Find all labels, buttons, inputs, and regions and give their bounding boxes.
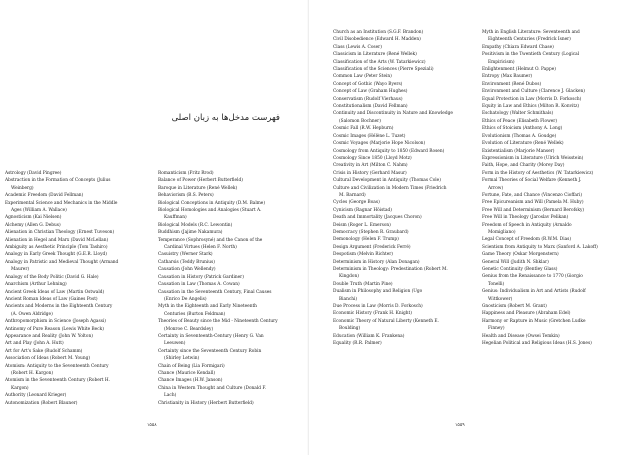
- entry-line: Theories of Beauty since the Mid - Nineteenth Century: [158, 319, 278, 325]
- entry-line: Economic Theory of Natural Liberty (Kenneth E.: [333, 318, 439, 324]
- entry-continuation: (Robert H. Kargon): [11, 370, 54, 376]
- entry-line: Church as an Institution (S.G.F. Brandon): [333, 30, 424, 35]
- entry-line: Conservatism (Rudolf Vierhaus): [333, 96, 403, 102]
- index-entry: [482, 310, 618, 317]
- index-entry: [333, 259, 473, 266]
- entry-line: Causation in the Seventeenth Century, Final Causes: [158, 289, 272, 295]
- entry-line: Biological Conceptions in Antiquity (D.M. Balme): [158, 200, 266, 206]
- index-entry: [482, 340, 618, 347]
- index-entry: [5, 229, 148, 236]
- entry-line: Catharsis (Teddy Brunius): [158, 259, 215, 265]
- index-entry: [5, 237, 148, 244]
- entry-line: Behaviorism (B.S. Peters): [158, 193, 214, 199]
- entry-line: Casuistry (Werner Stark): [158, 252, 213, 258]
- entry-line: Free Will in Theology (Jaroslav Pelikan): [482, 215, 569, 221]
- entry-line: Alienation in Christian Theology (Ernest Tuveson): [5, 230, 115, 236]
- index-entry: [158, 192, 301, 199]
- entry-line: Experimental Science and Mechanics in the Middle: [5, 200, 118, 206]
- entry-line: Environment (René Dubos): [482, 81, 542, 87]
- index-entry: [482, 133, 618, 140]
- entry-line: Evolutionism (Thomas A. Goudge): [482, 133, 557, 139]
- entry-line: Cosmic Images (Hélène L. Tuzet): [333, 133, 406, 139]
- entry-line: Existentialism (Marjorie Manser): [482, 148, 555, 154]
- entry-line: Cynicism (Ragnar Höistad): [333, 207, 392, 213]
- entry-line: Romanticism (Fritz Rrod): [158, 171, 214, 176]
- entry-continuation: Finney): [488, 326, 505, 332]
- entry-line: Myth in English Literature: Seventeenth and: [482, 30, 580, 35]
- entry-line: China in Western Thought and Culture (Donald F.: [158, 385, 267, 391]
- entry-line: Dualism in Philosophy and Religion (Ugo: [333, 289, 423, 295]
- index-entry: [482, 66, 618, 73]
- index-entry: [333, 155, 473, 162]
- entry-line: Cosmology from Antiquity to 1850 (Edward Rosen): [333, 148, 445, 154]
- index-entry: [482, 266, 618, 273]
- entry-continuation: Cardinal Virtues (Helen F. North): [164, 245, 237, 251]
- entry-line: Anarchism (Arthur Lehning): [5, 282, 67, 288]
- index-entry: [482, 199, 618, 206]
- entry-line: Genetic Continuity (Bentley Glass): [482, 267, 558, 272]
- entry-line: Genius from the Renaissance to 1770 (Giorgio: [482, 274, 583, 280]
- entry-line: Common Law (Peter Stein): [333, 74, 392, 80]
- index-entry: [333, 229, 473, 236]
- index-entry: [333, 310, 473, 317]
- entry-line: Determinism in History (Alan Donagan): [333, 259, 420, 265]
- index-entry: [5, 192, 148, 199]
- entry-line: Concept of Law (Graham Hughes): [333, 89, 408, 95]
- entry-continuation: Boulding): [339, 326, 361, 332]
- index-entry: [5, 259, 148, 274]
- entry-line: Creativity in Art (Milton C. Nahm): [333, 163, 408, 169]
- index-entry: [333, 44, 473, 51]
- entry-line: Equity in Law and Ethics (Milton R. Konvitz): [482, 104, 580, 110]
- index-entry: [5, 392, 148, 399]
- index-entry: [333, 222, 473, 229]
- index-entry: [333, 214, 473, 221]
- persian-heading: فهرست مدخل‌ها به زبان اصلی: [171, 113, 280, 123]
- index-entry: [158, 222, 301, 229]
- entry-line: Scientism from Antiquity to Marx (Sanford A. Lakoff): [482, 244, 598, 250]
- index-entry: [333, 340, 473, 347]
- index-entry: [482, 103, 618, 110]
- entry-continuation: Momigliano): [488, 229, 516, 235]
- index-entry: [158, 259, 301, 266]
- index-entry: [333, 125, 473, 132]
- entry-line: Ethics of Stoicism (Anthony A. Long): [482, 126, 563, 132]
- entry-line: Empathy (Chiara Edward Chase): [482, 44, 554, 50]
- index-entry: [333, 281, 473, 288]
- index-entry: [5, 222, 148, 229]
- index-entry: [482, 318, 618, 333]
- entry-line: Alchemy (Allen G. Debus): [5, 222, 61, 228]
- index-entry: [333, 140, 473, 147]
- index-entry: [158, 177, 301, 184]
- index-entry: [333, 36, 473, 43]
- entry-line: Cultural Development in Antiquity (Thomas Cole): [333, 178, 441, 184]
- entry-line: Causation in History (Patrick Gardiner): [158, 274, 244, 280]
- index-entry: [158, 229, 301, 236]
- entry-continuation: (Salomon Bochner): [339, 118, 381, 124]
- entry-continuation: Kauffman): [164, 215, 187, 221]
- entry-line: Positivism in the Twentieth Century (Logical: [482, 52, 580, 58]
- entry-continuation: Arrow): [488, 185, 504, 191]
- entry-line: Game Theory (Oskar Morgenstern): [482, 252, 559, 258]
- entry-line: Myth in the Eighteenth and Early Nineteenth: [158, 304, 257, 310]
- entry-line: Due Process in Law (Morris D. Forkosch): [333, 304, 423, 310]
- entry-line: Art for Art's Sake (Rudolf Schamm): [5, 348, 83, 354]
- entry-line: Temperance (Sophrosyné) and the Canon of the: [158, 237, 263, 243]
- entry-line: Ethics of Peace (Elisabeth Flower): [482, 118, 558, 124]
- index-entry: [333, 73, 473, 80]
- entry-line: Eschatology (Walter Schmithals): [482, 111, 554, 117]
- index-entry: [5, 363, 148, 378]
- index-entry: [5, 355, 148, 362]
- index-entry: [482, 251, 618, 258]
- index-entry: [158, 370, 301, 377]
- index-entry: [5, 274, 148, 281]
- index-entry: [5, 400, 148, 407]
- entry-line: Antinomy of Pure Reason (Lewis White Beck): [5, 326, 104, 332]
- index-entry: [333, 318, 473, 333]
- left-page-number: ۱۵۵۸: [147, 423, 157, 428]
- entry-continuation: Tonelli): [488, 281, 505, 287]
- index-entry: [333, 288, 473, 303]
- entry-line: Entropy (Max Baumer): [482, 74, 533, 80]
- entry-line: Health and Disease (Owsei Temkin): [482, 333, 560, 339]
- entry-line: Free Epicureanism and Will (Pamela M. Huby): [482, 200, 584, 206]
- entry-line: Free Will and Determinism (Bernard Berofsky): [482, 207, 585, 213]
- entry-line: Certainty in Seventeenth-Century (Henry G. Van: [158, 333, 264, 339]
- entry-line: Happiness and Pleasure (Abraham Edel): [482, 311, 571, 317]
- index-entry: [5, 251, 148, 258]
- index-entry: [482, 81, 618, 88]
- entry-line: Equal Protection in Law (Morris D. Forkosch): [482, 96, 582, 102]
- index-entry: [158, 303, 301, 318]
- entry-continuation: Lach): [164, 393, 177, 399]
- entry-line: Cosmic Voyages (Marjorie Hope Nicolson): [333, 141, 426, 147]
- entry-line: Freedom of Speech in Antiquity (Arnaldo: [482, 222, 572, 228]
- index-entry: [482, 273, 618, 288]
- index-entry: [5, 333, 148, 340]
- index-entry: [5, 177, 148, 192]
- index-entry: [158, 318, 301, 333]
- index-entry: [482, 192, 618, 199]
- entry-continuation: Eighteenth Centuries (Fredrick Isner): [488, 37, 571, 43]
- entry-continuation: Kingdon): [339, 274, 359, 280]
- entry-line: Ancients and Moderns in the Eighteenth Century: [5, 304, 113, 310]
- entry-line: Deism (Roger L. Emerson): [333, 222, 391, 228]
- index-entry: [5, 303, 148, 318]
- right-column-2: [482, 29, 618, 347]
- entry-line: Chain of Being (Lia Formigari): [158, 363, 225, 369]
- index-entry: [482, 214, 618, 221]
- entry-line: Hegelian Political and Religious Ideas (H.S. Jones): [482, 341, 592, 347]
- entry-continuation: Leeuwen): [164, 341, 186, 347]
- entry-line: Abstraction in the Formation of Concepts (Julius: [5, 178, 111, 184]
- index-entry: [333, 88, 473, 95]
- index-entry: [158, 237, 301, 252]
- entry-continuation: Kargon): [11, 385, 29, 391]
- entry-line: Cycles (George Boas): [333, 200, 380, 206]
- index-entry: [333, 133, 473, 140]
- entry-line: Analogy in Patristic and Medieval Thought (Armand: [5, 259, 119, 265]
- index-entry: [482, 288, 618, 303]
- entry-line: Chance (Maurice Kendall): [158, 370, 215, 376]
- index-entry: [333, 199, 473, 206]
- index-entry: [482, 29, 618, 44]
- right-column-1: [333, 29, 473, 347]
- index-entry: [5, 326, 148, 333]
- index-entry: [158, 200, 301, 207]
- entry-continuation: Centuries (Burton Feldman): [164, 311, 226, 317]
- entry-continuation: Maurer): [11, 267, 30, 273]
- entry-line: Concept of Gothic (Wayo Byers): [333, 81, 403, 87]
- index-entry: [482, 259, 618, 266]
- entry-line: Continuity and Discontinuity in Nature and Knowledge: [333, 111, 453, 117]
- entry-line: Genius: Individualism in Art and Artists (Rudolf: [482, 289, 586, 295]
- index-entry: [158, 333, 301, 348]
- entry-line: Art and Play (John A. Hutt): [5, 341, 64, 347]
- index-entry: [482, 110, 618, 117]
- entry-line: Culture and Civilization in Modern Times (Friedrich: [333, 185, 447, 191]
- entry-continuation: (A. Owen Aldridge): [11, 311, 53, 317]
- entry-line: Formal Theories of Social Welfare (Kenneth J.: [482, 178, 582, 184]
- entry-line: Education (William K. Frankena): [333, 333, 405, 339]
- index-entry: [333, 148, 473, 155]
- entry-line: Biological Models (R.C. Lewontin): [158, 222, 233, 228]
- index-entry: [482, 162, 618, 169]
- right-page-number: ۱۵۵۹: [455, 423, 465, 428]
- index-entry: [482, 177, 618, 192]
- entry-line: Biological Homologies and Analogies (Stuart A.: [158, 208, 262, 214]
- entry-line: Harmony or Rapture in Music (Gretchen Ludke: [482, 318, 586, 324]
- entry-line: Democracy (Stephen R. Graubard): [333, 229, 409, 235]
- entry-line: Legal Concept of Freedom (R.W.M. Dias): [482, 237, 572, 243]
- index-entry: [333, 185, 473, 200]
- entry-line: Analogy of the Body Politic (David G. Hale): [5, 274, 99, 280]
- index-entry: [333, 333, 473, 340]
- entry-line: Enlightenment (Helmut O. Pappe): [482, 67, 556, 73]
- entry-continuation: (Shirley Letwin): [164, 356, 200, 362]
- index-entry: [5, 244, 148, 251]
- entry-line: Certainty since the Seventeenth Century Robin: [158, 348, 262, 354]
- index-entry: [158, 363, 301, 370]
- index-entry: [5, 214, 148, 221]
- index-entry: [482, 155, 618, 162]
- entry-line: Academic Freedom (David Fellman): [5, 193, 84, 199]
- entry-line: Economic History (Frank H. Knight): [333, 311, 412, 317]
- index-entry: [158, 266, 301, 273]
- index-entry: [158, 400, 301, 407]
- entry-line: Baroque in Literature (René Wellek): [158, 185, 238, 191]
- left-column-1: [5, 170, 148, 407]
- entry-line: Ancient Greek Ideas of Law (Martin Ostwald): [5, 289, 105, 295]
- index-entry: [158, 207, 301, 222]
- entry-line: Classicism in Literature (René Wellek): [333, 52, 417, 58]
- index-entry: [5, 200, 148, 215]
- index-entry: [333, 170, 473, 177]
- entry-continuation: Wittkower): [488, 296, 513, 302]
- entry-continuation: (Monroe C. Beardsley): [164, 326, 214, 332]
- index-entry: [333, 251, 473, 258]
- index-entry: [5, 318, 148, 325]
- index-entry: [333, 236, 473, 243]
- index-entry: [482, 170, 618, 177]
- entry-line: Alienation in Hegel and Marx (David McLellan): [5, 237, 109, 243]
- index-entry: [333, 103, 473, 110]
- entry-line: Class (Lewis A. Coser): [333, 44, 382, 50]
- index-entry: [5, 340, 148, 347]
- index-entry: [5, 281, 148, 288]
- index-entry: [5, 170, 148, 177]
- index-entry: [5, 377, 148, 392]
- index-entry: [333, 303, 473, 310]
- index-entry: [333, 110, 473, 125]
- entry-line: Agnosticism (Kai Nielsen): [5, 215, 62, 221]
- entry-line: Atomism: Antiquity to the Seventeenth Century: [5, 363, 109, 369]
- index-entry: [158, 274, 301, 281]
- index-entry: [482, 236, 618, 243]
- index-entry: [333, 59, 473, 66]
- index-entry: [158, 185, 301, 192]
- entry-line: Design Argument (Frederick Ferré): [333, 244, 411, 250]
- entry-line: General Will (Judith N. Shklar): [482, 259, 549, 265]
- entry-line: Astrology (David Pingree): [5, 171, 62, 176]
- entry-line: Ancient Roman Ideas of Law (Gaines Post): [5, 296, 98, 302]
- index-entry: [333, 177, 473, 184]
- index-entry: [333, 96, 473, 103]
- entry-line: Anthropomorphism in Science (Joseph Agassi): [5, 319, 106, 325]
- index-entry: [482, 244, 618, 251]
- entry-continuation: Ages (William A. Wallace): [11, 208, 67, 214]
- entry-line: Constitutionalism (David Fellman): [333, 104, 408, 110]
- entry-line: Classification of the Sciences (Pierre Speziali): [333, 67, 434, 73]
- index-entry: [333, 51, 473, 58]
- index-entry: [158, 348, 301, 363]
- index-entry: [158, 289, 301, 304]
- entry-line: Association of Ideas (Robert M. Young): [5, 356, 91, 362]
- index-entry: [482, 125, 618, 132]
- index-entry: [333, 162, 473, 169]
- index-entry: [158, 170, 301, 177]
- entry-line: Classification of the Arts (W. Tatarkiewicz): [333, 59, 426, 65]
- entry-continuation: Bianchi): [339, 296, 358, 302]
- entry-line: Civil Disobedience (Edward H. Madden): [333, 37, 421, 43]
- entry-line: Double Truth (Martin Pine): [333, 281, 393, 287]
- index-entry: [482, 303, 618, 310]
- entry-continuation: Weinberg): [11, 185, 34, 191]
- entry-line: Appearance and Reality (John W. Yolton): [5, 333, 93, 339]
- entry-line: Faith, Hope, and Charity (Morey Day): [482, 163, 565, 169]
- entry-continuation: M. Barnard): [339, 192, 366, 198]
- entry-line: Causation in Law (Thomas A. Cowan): [158, 282, 240, 288]
- entry-line: Christianity in History (Herbert Butterfield): [158, 400, 254, 406]
- index-entry: [482, 333, 618, 340]
- index-entry: [158, 281, 301, 288]
- index-entry: [482, 96, 618, 103]
- entry-line: Cosmic Fall (R.W. Hepburn): [333, 126, 394, 132]
- entry-line: Gnosticism (Robert M. Grant): [482, 304, 547, 310]
- entry-line: Crisis in History (Gerhard Masur): [333, 170, 407, 176]
- entry-line: Balance of Power (Herbert Butterfield): [158, 178, 243, 184]
- entry-line: Form in the History of Aesthetics (W. Tatarkiewicz): [482, 170, 594, 176]
- entry-line: Cosmology Since 1850 (Lloyd Motz): [333, 155, 412, 161]
- entry-line: Evolution of Literature (René Wellek): [482, 141, 564, 147]
- entry-line: Authority (Leonard Krieger): [5, 393, 67, 399]
- entry-continuation: (Enrico De Angelis): [164, 296, 207, 302]
- index-entry: [482, 140, 618, 147]
- index-entry: [482, 118, 618, 125]
- entry-line: Determinism in Theology: Predestination (Robert M.: [333, 267, 448, 272]
- entry-line: Chance Images (H.W. Janson): [158, 378, 223, 384]
- entry-line: Death and Immortality (Jacques Choron): [333, 215, 422, 221]
- index-entry: [482, 148, 618, 155]
- index-entry: [333, 81, 473, 88]
- index-entry: [482, 73, 618, 80]
- index-entry: [482, 51, 618, 66]
- entry-line: Causation (John Wellendy): [158, 267, 216, 273]
- index-entry: [333, 207, 473, 214]
- entry-line: Buddhism (Jajime Nakamura): [158, 230, 223, 236]
- entry-line: Autonomization (Robert Blauner): [5, 400, 78, 406]
- index-entry: [158, 377, 301, 384]
- index-entry: [482, 44, 618, 51]
- left-column-2: [158, 170, 301, 407]
- index-entry: [482, 222, 618, 237]
- entry-line: Demonology (Helen F. Trump): [333, 237, 399, 243]
- entry-line: Expressionism in Literature (Ulrich Weisstein): [482, 155, 584, 161]
- index-entry: [333, 244, 473, 251]
- index-entry: [333, 266, 473, 281]
- index-entry: [482, 88, 618, 95]
- entry-line: Environment and Culture (Clarence J. Glacken): [482, 89, 585, 95]
- entry-line: Analogy in Early Greek Thought (G.E.R. Lloyd): [5, 252, 107, 258]
- entry-line: Equality (R.R. Palmer): [333, 341, 382, 347]
- index-entry: [158, 251, 301, 258]
- index-entry: [333, 66, 473, 73]
- entry-line: Fortune, Fate, and Chance (Vincenzo Cioffari): [482, 192, 583, 198]
- index-entry: [5, 296, 148, 303]
- index-entry: [5, 348, 148, 355]
- index-entry: [158, 385, 301, 400]
- index-entry: [5, 289, 148, 296]
- entry-line: Ambiguity as Aesthetic Principle (Tom Tashiro): [5, 245, 108, 251]
- entry-line: Despotism (Melvin Richter): [333, 252, 393, 258]
- index-entry: [482, 207, 618, 214]
- entry-continuation: Empiricism): [488, 59, 515, 65]
- index-entry: [333, 29, 473, 36]
- entry-line: Atomism in the Seventeenth Century (Robert H.: [5, 378, 111, 384]
